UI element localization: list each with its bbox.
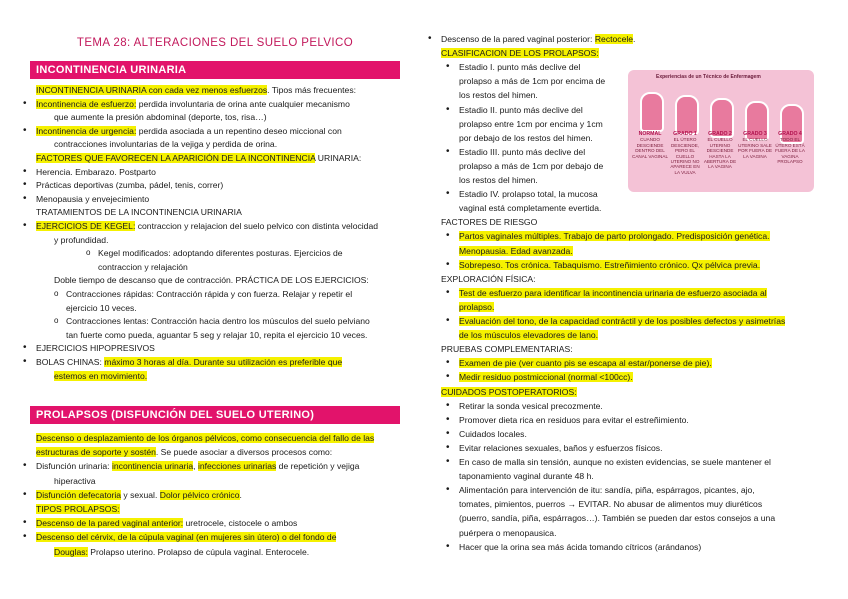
grade-description: EL ÚTERO DESCIENDE, PERO EL CUELLO UTERINO NO APARECE EN LA VULVA [670, 137, 700, 175]
text-line [36, 98, 350, 110]
text-run: Estadio IV. prolapso total, la mucosa [459, 189, 598, 200]
text-line [459, 146, 585, 158]
text-run: Estadio II. punto más declive del [459, 104, 583, 115]
text-run: puérpera o menopausica. [459, 527, 557, 538]
text-line [36, 432, 374, 444]
text-run: estemos en movimiento. [54, 370, 148, 381]
grade-description: EL CUELLO UTERINO SALE POR FUERA DE LA VAGINA [737, 137, 773, 159]
grade-label: GRADO 1 [673, 131, 697, 137]
text-run: Retirar la sonda vesical precozmente. [459, 400, 603, 411]
infographic-header: Experiencias de un Técnico de Enfermagem [656, 74, 761, 80]
text-run: que aumente la presión abdominal (deporte, tos, risa…) [54, 112, 267, 123]
text-run: y sexual. [121, 489, 160, 500]
text-run: Medir residuo postmiccional (normal <100cc). [459, 372, 633, 383]
text-line [459, 245, 573, 257]
text-run: Menopausia y envejecimiento [36, 193, 150, 204]
text-run: Disfunción defecatoria [36, 489, 122, 500]
text-run: CUIDADOS POSTOPERATORIOS: [441, 386, 577, 397]
text-run: Contracciones rápidas: Contracción rápida y con fuerza. Relajar y repetir el [66, 289, 353, 299]
text-line [441, 273, 536, 285]
text-run: uretrocele, cistocele o ambos [183, 518, 298, 529]
grade-caption [667, 132, 703, 175]
grade-description: CUANDO DESCIENDE DENTRO DEL CANAL VAGINAL [632, 137, 668, 159]
grade-diagram [632, 92, 668, 159]
text-run: prolapso entre 1cm por encima y 1cm [459, 118, 603, 129]
text-run: . [633, 34, 636, 44]
text-line [459, 400, 603, 412]
text-run: tan fuerte como pueda, aguantar 5 seg y relajar 10, repita el ejercicio 10 veces. [66, 329, 368, 340]
text-run: vaginal está completamente evertida. [459, 203, 602, 214]
text-line [36, 342, 155, 354]
text-run: prolapso a más de 1cm por encima de [459, 76, 606, 87]
prolapse-grades-infographic [628, 70, 814, 192]
text-line [459, 371, 633, 383]
text-run: Examen de pie (ver cuanto pis se escapa al estar/ponerse de pie). [459, 358, 712, 369]
text-run: Evitar relaciones sexuales, baños y esfuerzos físicos. [459, 442, 663, 453]
text-run: Cuidados locales. [459, 428, 527, 439]
text-line [36, 152, 361, 164]
text-run: por debajo de los restos del himen. [459, 132, 593, 143]
text-line [36, 489, 242, 501]
grade-label: NORMAL [638, 131, 662, 137]
grade-description: TODO EL ÚTERO ESTÁ FUERA DE LA VAGINA PROLAPSO [775, 137, 805, 165]
text-line [54, 546, 309, 558]
text-line [441, 47, 599, 59]
text-run: contracciones involuntarias de la vejiga y perdida de orina. [54, 139, 278, 150]
text-run: Hacer que la orina sea más ácida tomando cítricos (arándanos) [459, 541, 702, 552]
text-line [36, 460, 359, 472]
text-line [36, 503, 120, 515]
text-run: Descenso del cérvix, de la cúpula vaginal (en mujeres sin útero) o del fondo de [36, 532, 337, 543]
text-line [459, 202, 601, 214]
text-run: Contracciones lentas: Contracción hacia dentro los músculos del suelo pelviano [66, 316, 370, 327]
text-line [36, 517, 297, 529]
text-line [459, 188, 598, 200]
grade-diagram [774, 92, 806, 165]
text-line [98, 247, 343, 259]
grade-diagram [737, 92, 773, 159]
text-run: EXPLORACIÓN FÍSICA: [441, 273, 536, 284]
text-run: TRATAMIENTOS DE LA INCONTINENCIA URINARIA [36, 207, 242, 218]
text-line [459, 75, 605, 87]
section-banner-incontinencia: INCONTINENCIA URINARIA [30, 61, 400, 79]
text-line [459, 61, 580, 73]
grade-caption [702, 132, 738, 170]
text-run: perdida involuntaria de orina ante cualquier mecanismo [136, 98, 350, 109]
text-line [459, 315, 785, 327]
text-line [54, 111, 267, 123]
text-run: Prolapso uterino. Prolapso de cúpula vaginal. Enterocele. [87, 546, 310, 557]
text-line [36, 531, 336, 543]
text-line [459, 118, 603, 130]
text-run: , [193, 461, 198, 472]
text-run: . Tipos más frecuentes: [267, 85, 356, 95]
text-line [441, 343, 573, 355]
grade-caption [772, 132, 808, 164]
text-run: BOLAS CHINAS: [36, 357, 105, 367]
text-run: Alimentación para intervención de itu: sandía, piña, espárragos, picantes, ajo, [459, 485, 755, 496]
text-line [36, 446, 332, 458]
text-run: de los músculos elevadores de lano. [459, 330, 599, 341]
section-banner-prolapsos: PROLAPSOS (DISFUNCIÓN DEL SUELO UTERINO) [30, 406, 400, 424]
text-run: PRUEBAS COMPLEMENTARIAS: [441, 344, 573, 355]
text-run: los restos del himen. [459, 175, 538, 185]
text-line [54, 138, 277, 150]
text-line [459, 498, 762, 510]
grade-label: GRADO 2 [708, 131, 732, 137]
page-title: TEMA 28: ALTERACIONES DEL SUELO PELVICO [76, 37, 354, 49]
text-line [36, 84, 356, 96]
text-run: y profundidad. [54, 234, 109, 245]
grade-description: EL CUELLO UTERINO DESCIENDE HASTA LA ABERTURA DE LA VAGINA [703, 137, 737, 170]
text-line [459, 442, 662, 454]
text-run: perdida asociada a un repentino deseo miccional con [136, 125, 342, 136]
text-line [441, 216, 537, 228]
text-run: Estadio I. punto más declive del [459, 62, 581, 73]
text-line [459, 414, 689, 426]
text-run: (puerro, sandía, piña, espárragos…). También se pueden dar estos consejos a una [459, 513, 776, 524]
text-run: Dolor pélvico crónico [159, 489, 240, 500]
text-run: . [239, 489, 242, 500]
text-line [98, 261, 188, 273]
text-run: INCONTINENCIA URINARIA con cada vez menos esfuerzos [36, 85, 268, 95]
text-run: prolapso. [459, 301, 495, 312]
text-line [36, 206, 242, 218]
text-run: tomates, pimientos, puerros → EVITAR. No abusar de alimentos muy diuréticos [459, 499, 763, 510]
text-run: Sobrepeso. Tos crónica. Tabaquismo. Estreñimiento crónico. Qx pélvica previa. [459, 259, 761, 270]
text-run: Menopausia. Edad avanzada. [459, 245, 573, 256]
text-run: contraccion y relajación [98, 261, 188, 272]
text-run: URINARIA: [315, 153, 362, 163]
text-line [459, 104, 583, 116]
uterus-icon [640, 92, 664, 132]
text-run: . Se puede asociar a diversos procesos como: [155, 447, 333, 458]
text-run: Disfunción urinaria: [36, 461, 112, 472]
text-line [459, 89, 538, 101]
text-run: de repetición y vejiga [276, 461, 360, 472]
text-run: Test de esfuerzo para identificar la incontinencia urinaria de esfuerzo asociada al [459, 287, 767, 298]
text-line [66, 302, 137, 314]
text-line [36, 179, 223, 191]
grade-diagram [669, 92, 701, 175]
text-run: prolapso a más de 1cm por debajo de [459, 160, 604, 171]
text-run: Estadio III. punto más declive del [459, 146, 586, 157]
text-line [459, 456, 771, 468]
text-line [459, 174, 538, 186]
grade-label: GRADO 3 [743, 131, 767, 137]
text-run: los restos del himen. [459, 90, 538, 101]
text-run: Douglas: [54, 546, 88, 557]
text-run: taponamiento vaginal durante 48 h. [459, 471, 594, 482]
grade-caption [737, 132, 773, 159]
text-line [459, 160, 603, 172]
text-run: Doble tiempo de descanso que de contracción. PRÁCTICA DE LOS EJERCICIOS: [54, 275, 369, 286]
text-line [459, 512, 775, 524]
text-run: contraccion y relajacion del suelo pelvico con distinta velocidad [135, 221, 379, 231]
text-line [54, 274, 369, 286]
text-line [66, 315, 370, 327]
text-run: CLASIFICACION DE LOS PROLAPSOS: [441, 48, 599, 59]
text-line [36, 193, 149, 205]
text-run: Incontinencia de esfuerzo: [36, 98, 137, 109]
text-run: máximo 3 horas al día. Durante su utilización es preferible que [104, 357, 343, 367]
text-run: incontinencia urinaria [111, 461, 194, 472]
text-run: EJERCICIOS HIPOPRESIVOS [36, 343, 155, 354]
text-line [459, 132, 593, 144]
text-line [441, 386, 577, 398]
text-line [459, 527, 556, 539]
text-line [54, 475, 96, 487]
text-line [54, 234, 108, 246]
text-run: estructuras de soporte y sostén [36, 447, 156, 458]
grade-label: GRADO 4 [778, 131, 802, 137]
text-run: Descenso de la pared vaginal anterior: [36, 518, 184, 529]
text-line [66, 329, 367, 341]
text-run: Herencia. Embarazo. Postparto [36, 166, 156, 177]
text-run: Evaluación del tono, de la capacidad contráctil y de los posibles defectos y asimetrías [459, 316, 786, 326]
text-run: hiperactiva [54, 475, 96, 486]
text-line [459, 259, 760, 271]
text-run: FACTORES QUE FAVORECEN LA APARICIÓN DE LA INCONTINENCIA [36, 153, 316, 163]
text-line [66, 288, 352, 300]
text-line [36, 356, 342, 368]
text-run: Partos vaginales múltiples. Trabajo de parto prolongado. Predisposición genética. [459, 231, 770, 242]
text-line [459, 287, 767, 299]
uterus-icon [675, 95, 699, 135]
text-run: Promover dieta rica en residuos para evitar el estreñimiento. [459, 414, 689, 425]
text-line [459, 230, 770, 242]
text-line [459, 357, 712, 369]
text-run: infecciones urinarias [197, 461, 277, 472]
grade-caption [632, 132, 668, 159]
text-line [459, 470, 594, 482]
text-run: Incontinencia de urgencia: [36, 125, 137, 136]
text-run: Kegel modificados: adoptando diferentes posturas. Ejercicios de [98, 248, 343, 259]
text-line [459, 484, 755, 496]
text-run: Prácticas deportivas (zumba, pádel, tenis, correr) [36, 180, 224, 191]
text-line [459, 428, 527, 440]
text-line [36, 220, 378, 232]
text-run: EJERCICIOS DE KEGEL: [36, 221, 136, 231]
text-run: TIPOS PROLAPSOS: [36, 504, 120, 514]
text-line [459, 301, 494, 313]
text-line [459, 329, 598, 341]
text-run: ejercicio 10 veces. [66, 302, 137, 313]
text-run: Descenso de la pared vaginal posterior: [441, 34, 595, 44]
text-run: Rectocele [594, 34, 634, 44]
text-run: En caso de malla sin tensión, aunque no existen evidencias, se suele mantener el [459, 457, 771, 467]
text-line [36, 125, 342, 137]
text-run: FACTORES DE RIESGO [441, 217, 538, 228]
text-run: Descenso o desplazamiento de los órganos pélvicos, como consecuencia del fallo de las [36, 433, 375, 443]
grade-diagram [703, 92, 737, 170]
text-line [36, 166, 156, 178]
text-line [54, 370, 147, 382]
text-line [441, 33, 635, 45]
text-line [459, 541, 701, 553]
